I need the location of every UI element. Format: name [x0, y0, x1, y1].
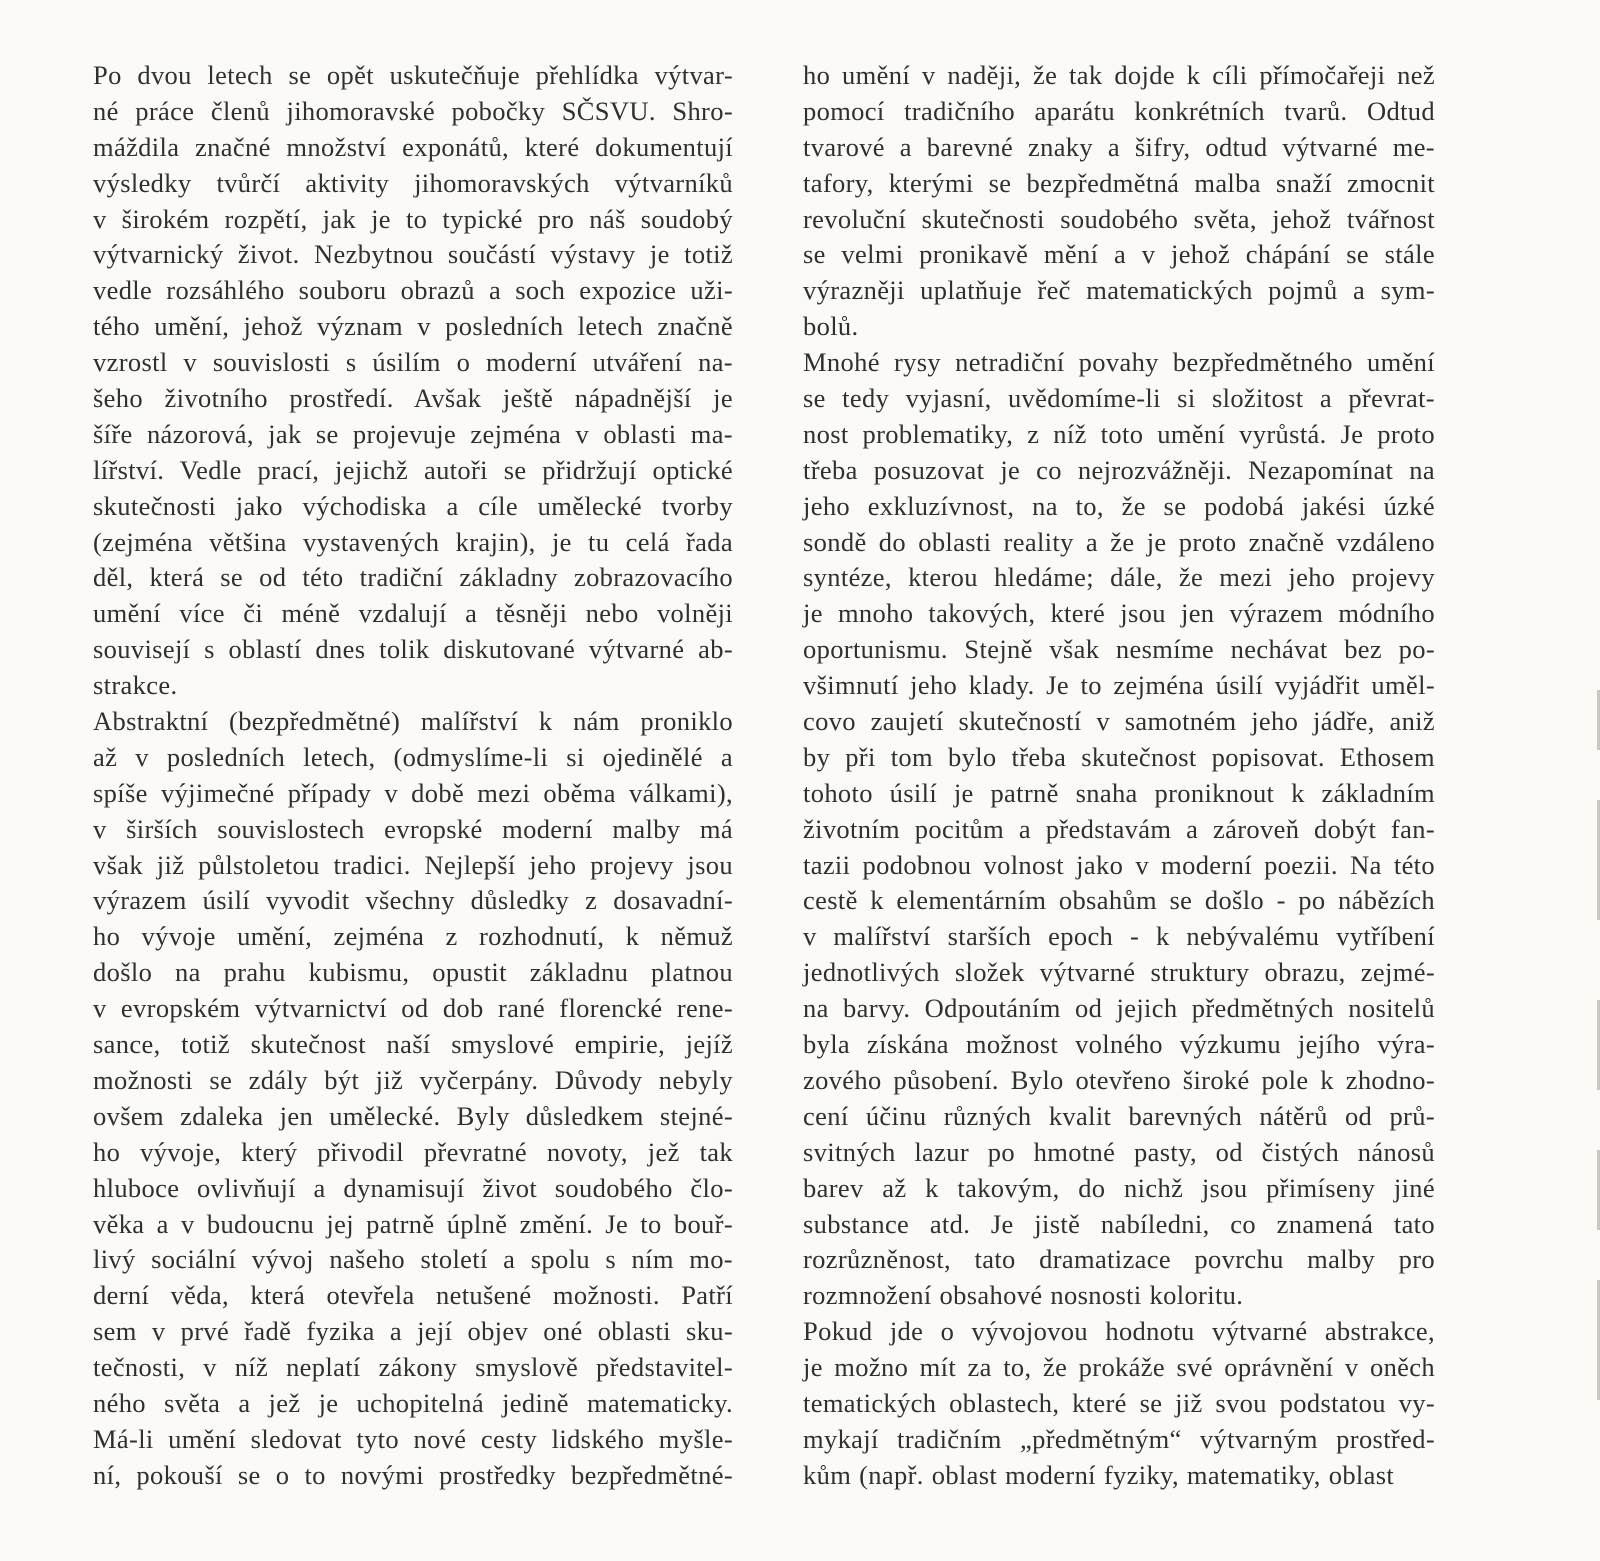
text-line: však již půlstoletou tradici. Nejlepší jeho projevy jsou: [93, 849, 733, 880]
text-line: Pokud jde o vývojovou hodnotu výtvarné abstrakce,: [803, 1316, 1435, 1347]
text-line: hluboce ovlivňují a dynamisují život soudobého člo-: [93, 1172, 733, 1203]
text-line: revoluční skutečnosti soudobého světa, jehož tvářnost: [803, 203, 1435, 234]
text-line: tého umění, jehož význam v posledních letech značně: [93, 311, 733, 342]
text-line: došlo na prahu kubismu, opustit základnu platnou: [93, 957, 733, 988]
text-line: možnosti se zdály být již vyčerpány. Důvody nebyly: [93, 1064, 733, 1095]
text-line: v evropském výtvarnictví od dob rané florencké rene-: [93, 993, 733, 1024]
text-line: sance, totiž skutečnost naší smyslové empirie, jejíž: [93, 1029, 733, 1060]
text-line: sem v prvé řadě fyzika a její objev oné oblasti sku-: [93, 1316, 733, 1347]
text-line: je mnoho takových, které jsou jen výrazem módního: [803, 598, 1435, 629]
text-line: né práce členů jihomoravské pobočky SČSVU. Shro-: [93, 95, 733, 126]
text-line: lířství. Vedle prací, jejichž autoři se přidržují optické: [93, 454, 733, 485]
text-line: životním pocitům a představám a zároveň dobýt fan-: [803, 813, 1435, 844]
text-line: ovšem zdaleka jen umělecké. Byly důsledkem stejné-: [93, 1100, 733, 1131]
text-line: cení účinu různých kvalit barevných nátěrů od prů-: [803, 1100, 1435, 1131]
text-line: v malířství starších epoch - k nebývalému vytříbení: [803, 921, 1435, 952]
text-line: jednotlivých složek výtvarné struktury obrazu, zejmé-: [803, 957, 1435, 988]
text-line: kům (např. oblast moderní fyziky, matematiky, oblast: [803, 1459, 1395, 1490]
text-line: mykají tradičním „předmětným“ výtvarným prostřed-: [803, 1423, 1435, 1454]
text-line: ho umění v naději, že tak dojde k cíli přímočařeji než: [803, 60, 1435, 90]
text-line: oportunismu. Stejně však nesmíme nechávat bez po-: [803, 634, 1435, 665]
text-line: je možno mít za to, že prokáže své oprávnění v oněch: [803, 1352, 1435, 1383]
text-line: covo zaujetí skutečností v samotném jeho jádře, aniž: [803, 706, 1435, 737]
text-line: sondě do oblasti reality a že je proto značně vzdáleno: [803, 526, 1435, 557]
text-line: tafory, kterými se bezpředmětná malba snaží zmocnit: [803, 167, 1435, 198]
text-line: svitných lazur po hmotné pasty, od čistých nánosů: [803, 1136, 1435, 1167]
text-line: cestě k elementárním obsahům se došlo - po nábězích: [803, 885, 1435, 916]
text-line: skutečnosti jako východiska a cíle umělecké tvorby: [93, 490, 733, 521]
text-line: substance atd. Je jistě nabíledni, co znamená tato: [803, 1208, 1435, 1239]
text-line: výrazněji uplatňuje řeč matematických pojmů a sym-: [803, 275, 1435, 306]
text-line: by při tom bylo třeba skutečnost popisovat. Ethosem: [803, 741, 1435, 772]
text-line: spíše výjimečné případy v době mezi oběma válkami),: [93, 777, 733, 808]
text-line: (zejména většina vystavených krajin), je tu celá řada: [93, 526, 733, 557]
text-line: třeba posuzovat je co nejrozvážněji. Nezapomínat na: [803, 454, 1435, 485]
text-line: derní věda, která otevřela netušené možnosti. Patří: [93, 1280, 733, 1311]
text-line: syntéze, kterou hledáme; dále, že mezi jeho projevy: [803, 562, 1435, 593]
text-line: bolů.: [803, 311, 859, 342]
text-line: byla získána možnost volného výzkumu jejího výra-: [803, 1029, 1435, 1060]
text-line: věka a v budoucnu jej patrně úplně změní. Je to bouř-: [93, 1208, 733, 1239]
text-line: se velmi pronikavě mění a v jehož chápání se stále: [803, 239, 1435, 270]
text-line: ní, pokouší se o to novými prostředky bezpředmětné-: [93, 1459, 733, 1490]
text-line: vzrostl v souvislosti s úsilím o moderní utváření na-: [93, 347, 733, 378]
text-line: rozmnožení obsahové nosnosti koloritu.: [803, 1280, 1244, 1311]
text-line: v širokém rozpětí, jak je to typické pro náš soudobý: [93, 203, 733, 234]
text-line: tematických oblastech, které se již svou podstatou vy-: [803, 1387, 1435, 1418]
text-line: tohoto úsilí je patrně snaha proniknout k základním: [803, 777, 1435, 808]
text-line: Abstraktní (bezpředmětné) malířství k nám proniklo: [93, 706, 733, 737]
text-line: až v posledních letech, (odmyslíme-li si ojedinělé a: [93, 741, 733, 772]
text-line: Po dvou letech se opět uskutečňuje přehlídka výtvar-: [93, 60, 733, 90]
text-line: ho vývoje, který přivodil převratné novoty, jež tak: [93, 1136, 733, 1167]
text-line: Mnohé rysy netradiční povahy bezpředmětného umění: [803, 347, 1435, 378]
text-line: rozrůzněnost, tato dramatizace povrchu malby pro: [803, 1244, 1435, 1275]
text-line: Má-li umění sledovat tyto nové cesty lidského myšle-: [93, 1423, 733, 1454]
text-line: výrazem úsilí vyvodit všechny důsledky z dosavadní-: [93, 885, 733, 916]
text-line: umění více či méně vzdalují a těsněji nebo volněji: [93, 598, 733, 629]
text-line: barev až k takovým, do nichž jsou přimíseny jiné: [803, 1172, 1435, 1203]
text-line: tazii podobnou volnost jako v moderní poezii. Na této: [803, 849, 1435, 880]
text-line: výsledky tvůrčí aktivity jihomoravských výtvarníků: [93, 167, 733, 198]
text-line: pomocí tradičního aparátu konkrétních tvarů. Odtud: [803, 95, 1435, 126]
text-line: livý sociální vývoj našeho století a spolu s ním mo-: [93, 1244, 733, 1275]
text-line: děl, která se od této tradiční základny zobrazovacího: [93, 562, 733, 593]
text-line: máždila značné množství exponátů, které dokumentují: [93, 131, 733, 162]
text-line: výtvarnický život. Nezbytnou součástí výstavy je totiž: [93, 239, 733, 270]
text-line: vedle rozsáhlého souboru obrazů a soch expozice uži-: [93, 275, 733, 306]
text-line: tvarové a barevné znaky a šifry, odtud výtvarné me-: [803, 131, 1435, 162]
text-line: ného světa a jež je uchopitelná jedině matematicky.: [93, 1387, 733, 1418]
text-line: strakce.: [93, 670, 178, 701]
text-line: se tedy vyjasní, uvědomíme-li si složitost a převrat-: [803, 383, 1435, 414]
left-text-column: [93, 58, 733, 1494]
text-line: šíře názorová, jak se projevuje zejména v oblasti ma-: [93, 418, 733, 449]
text-line: šeho životního prostředí. Avšak ještě nápadnější je: [93, 383, 733, 414]
text-line: všimnutí jeho klady. Je to zejména úsilí vyjádřit uměl-: [803, 670, 1435, 701]
text-line: jeho exkluzívnost, na to, že se podobá jakési úzké: [803, 490, 1435, 521]
text-line: tečnosti, v níž neplatí zákony smyslově představitel-: [93, 1352, 733, 1383]
text-line: souvisejí s oblastí dnes tolik diskutované výtvarné ab-: [93, 634, 733, 665]
text-line: zového působení. Bylo otevřeno široké pole k zhodno-: [803, 1064, 1435, 1095]
text-line: na barvy. Odpoutáním od jejich předmětných nositelů: [803, 993, 1435, 1024]
text-line: nost problematiky, z níž toto umění vyrůstá. Je proto: [803, 418, 1435, 449]
text-line: ho vývoje umění, zejména z rozhodnutí, k němuž: [93, 921, 733, 952]
text-line: v širších souvislostech evropské moderní malby má: [93, 813, 733, 844]
right-text-column: [803, 58, 1435, 1494]
